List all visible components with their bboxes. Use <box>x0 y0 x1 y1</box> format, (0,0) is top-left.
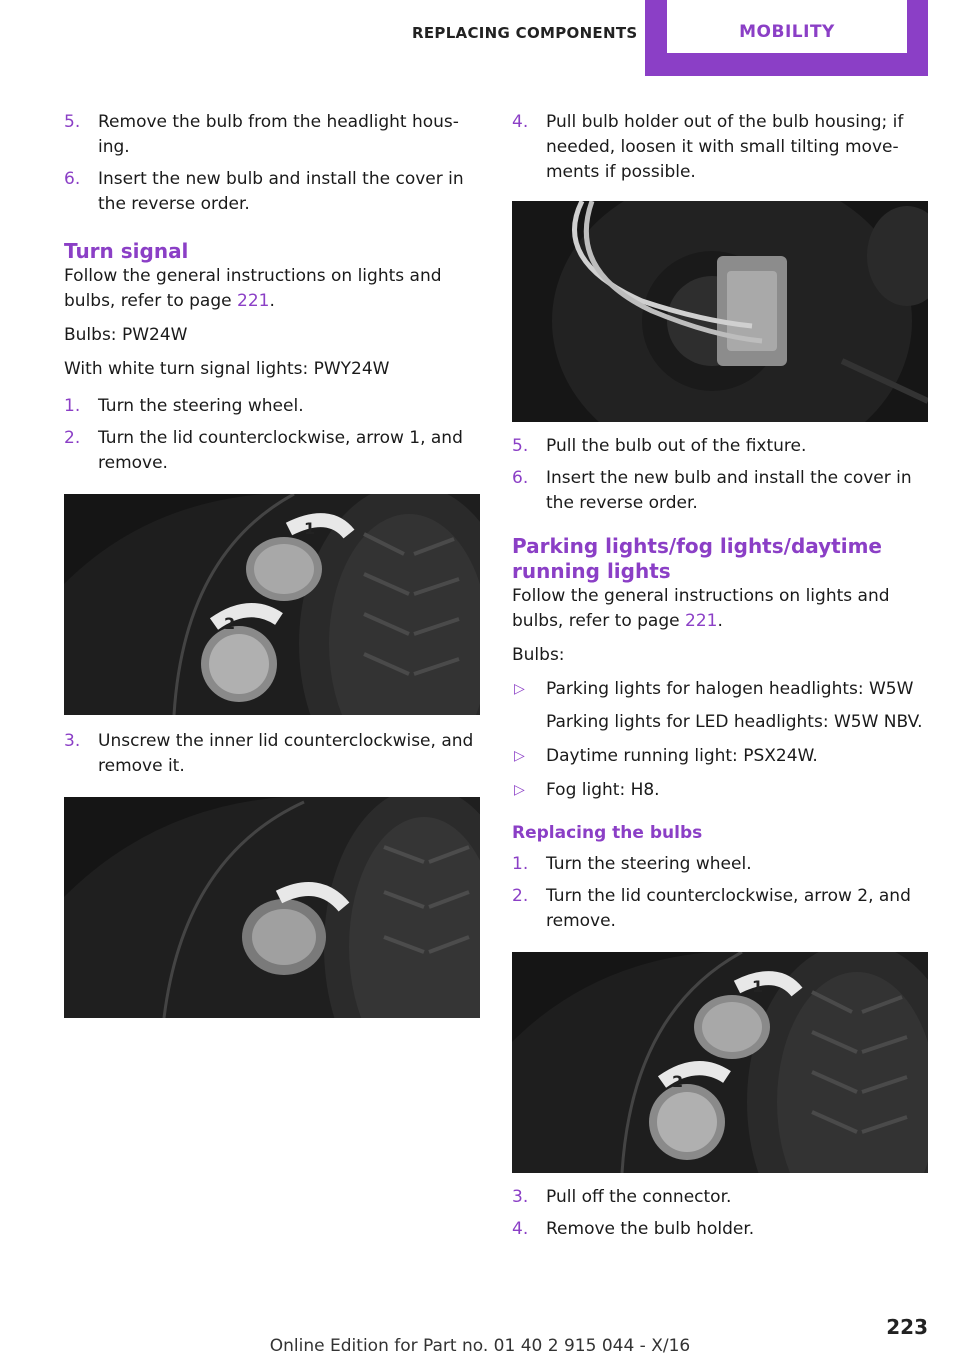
wheel-arch-photo-inner-lid <box>64 797 480 1018</box>
step-number: 5. <box>64 112 81 132</box>
step-number: 3. <box>64 731 81 751</box>
intro-period: . <box>269 291 275 311</box>
page-number: 223 <box>886 1315 928 1339</box>
bullet-parking-halogen <box>512 677 928 735</box>
step-text: Unscrew the inner lid counterclockwise, and remove it. <box>98 731 474 776</box>
wheel-arch-photo-two-lids <box>64 494 480 715</box>
step-text: Insert the new bulb and install the cover in the reverse order. <box>98 169 464 214</box>
step-text: Turn the steering wheel. <box>546 854 752 874</box>
parking-bulbs-label: Bulbs: <box>512 645 565 665</box>
turn-signal-white: With white turn signal lights: PWY24W <box>64 359 390 379</box>
intro-text: Follow the general instructions on lights and bulbs, refer to page <box>64 266 442 311</box>
bullet-fog <box>512 778 928 803</box>
step-2 <box>512 884 928 934</box>
page-link-221[interactable]: 221 <box>685 611 718 631</box>
arrow-label-1: 1 <box>304 519 316 538</box>
step-1 <box>64 394 480 419</box>
bullet-text: Parking lights for halogen headlights: W5W <box>546 679 914 699</box>
step-number: 4. <box>512 112 529 132</box>
intro-text: Follow the general instructions on lights and bulbs, refer to page <box>512 586 890 631</box>
arrow-label-1: 1 <box>752 977 764 996</box>
step-5 <box>512 434 928 459</box>
step-2 <box>64 426 480 476</box>
step-text: Pull off the connector. <box>546 1187 732 1207</box>
chapter-tab-inner <box>667 0 907 53</box>
step-1 <box>512 852 928 877</box>
bullet-subtext: Parking lights for LED headlights: W5W NBV. <box>546 712 923 732</box>
step-number: 1. <box>512 854 529 874</box>
arrow-label-2: 2 <box>224 614 236 633</box>
arrow-label-2: 2 <box>672 1072 684 1091</box>
bullet-triangle-icon: ▷ <box>514 681 525 697</box>
step-number: 6. <box>512 468 529 488</box>
left-column <box>64 110 480 1018</box>
step-text: Turn the lid counterclockwise, arrow 2, and remove. <box>546 886 911 931</box>
parking-intro <box>512 584 928 634</box>
step-text: Remove the bulb holder. <box>546 1219 755 1239</box>
step-text: Insert the new bulb and install the cover in the reverse order. <box>546 468 912 513</box>
chapter-tab <box>645 0 928 76</box>
step-number: 5. <box>512 436 529 456</box>
step-number: 1. <box>64 396 81 416</box>
step-text: Turn the steering wheel. <box>98 396 304 416</box>
bullet-daytime <box>512 744 928 769</box>
bulb-holder-photo <box>512 201 928 422</box>
turn-signal-intro <box>64 264 480 314</box>
step-6 <box>64 167 480 217</box>
heading-turn-signal: Turn signal <box>64 239 189 263</box>
heading-parking-lights: Parking lights/fog lights/daytime running lights <box>512 534 882 583</box>
step-text: Pull the bulb out of the fixture. <box>546 436 807 456</box>
subheading-replacing-bulbs: Replacing the bulbs <box>512 823 703 843</box>
wheel-arch-photo-two-lids-2 <box>512 952 928 1173</box>
page-header <box>0 0 960 76</box>
intro-period: . <box>717 611 723 631</box>
step-number: 2. <box>512 886 529 906</box>
step-6 <box>512 466 928 516</box>
step-text: Pull bulb holder out of the bulb housing; if needed, loosen it with small tilting move‐ments if possible. <box>546 112 904 182</box>
bullet-triangle-icon: ▷ <box>514 748 525 764</box>
footer-edition: Online Edition for Part no. 01 40 2 915 044 - X/16 <box>269 1336 691 1356</box>
step-5 <box>64 110 480 160</box>
turn-signal-bulbs: Bulbs: PW24W <box>64 325 188 345</box>
chapter-tab-label: MOBILITY <box>739 22 835 42</box>
step-4 <box>512 110 928 185</box>
bullet-text: Daytime running light: PSX24W. <box>546 746 818 766</box>
step-3 <box>512 1185 928 1210</box>
step-3 <box>64 729 480 779</box>
step-number: 6. <box>64 169 81 189</box>
bullet-text: Fog light: H8. <box>546 780 660 800</box>
step-4 <box>512 1217 928 1242</box>
step-number: 3. <box>512 1187 529 1207</box>
step-text: Turn the lid counterclockwise, arrow 1, and remove. <box>98 428 463 473</box>
page-link-221[interactable]: 221 <box>237 291 270 311</box>
section-title: REPLACING COMPONENTS <box>412 24 638 42</box>
right-column <box>512 110 928 1249</box>
step-text: Remove the bulb from the headlight hous‐ing. <box>98 112 459 157</box>
step-number: 4. <box>512 1219 529 1239</box>
bullet-triangle-icon: ▷ <box>514 782 525 798</box>
step-number: 2. <box>64 428 81 448</box>
